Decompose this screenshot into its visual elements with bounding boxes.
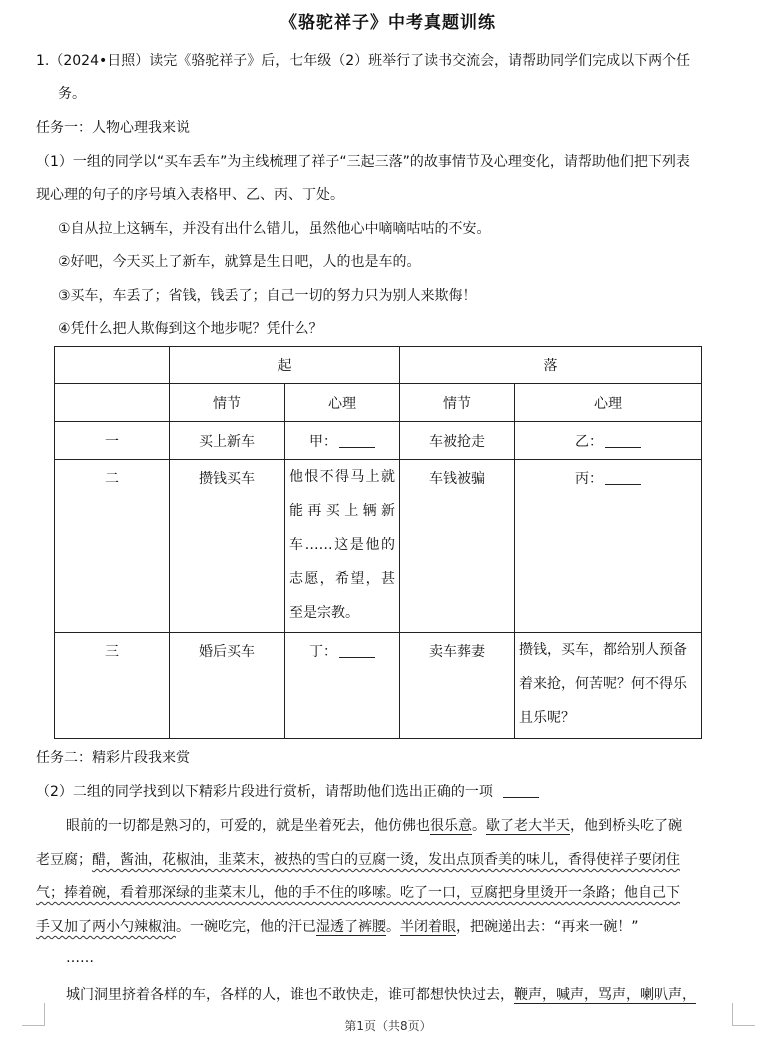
option-3: ③买车，车丢了；省钱，钱丢了；自己一切的努力只为别人来欺侮！ (58, 288, 477, 304)
rise-mind-cell: 他恨不得马上就能再买上辆新车……这是他的志愿，希望，甚至是宗教。 (285, 460, 400, 633)
table-row (55, 460, 702, 633)
document-title: 《骆驼祥子》中考真题训练 (280, 13, 496, 33)
plot-mind-table (54, 346, 702, 739)
rise-plot-cell: 攒钱买车 (170, 460, 285, 633)
subheader-mind-fall: 心理 (515, 384, 702, 422)
rise-plot-cell: 买上新车 (170, 422, 285, 460)
task-2-heading: 任务二：精彩片段我来赏 (36, 750, 190, 766)
question-1-line-2: 务。 (58, 86, 86, 102)
header-rise: 起 (170, 347, 400, 384)
option-2: ②好吧，今天买上了新车，就算是生日吧，人的也是车的。 (58, 254, 421, 270)
passage-line-1: 眼前的一切都是熟习的，可爱的，就是坐着死去，他仿佛也很乐意。歇了老大半天，他到桥头吃了碗 (66, 818, 682, 834)
task-2-instruction: （2）二组的同学找到以下精彩片段进行赏析，请帮助他们选出正确的一项 (36, 781, 539, 801)
question-1-line-1: 1.（2024•日照）读完《骆驼祥子》后，七年级（2）班举行了读书交流会，请帮助同学们完成以下两个任 (36, 53, 691, 69)
answer-cell-ding[interactable]: 丁： (285, 633, 400, 739)
table-blank-cell (55, 384, 170, 422)
subheader-mind-rise: 心理 (285, 384, 400, 422)
answer-blank (503, 783, 539, 798)
option-1: ①自从拉上这辆车，并没有出什么错儿，虽然他心中嘀嘀咕咕的不安。 (58, 221, 491, 237)
task-1-instruction-line-2: 现心理的句子的序号填入表格甲、乙、丙、丁处。 (36, 187, 344, 203)
fall-plot-cell: 卖车葬妻 (400, 633, 515, 739)
passage-line-4: 手又加了两小勺辣椒油。一碗吃完，他的汗已湿透了裤腰。半闭着眼，把碗递出去：“再来一碗！” (36, 919, 639, 935)
table-row (55, 422, 702, 460)
answer-cell-bing[interactable]: 丙： (515, 460, 702, 633)
task-1-instruction-line-1: （1）一组的同学以“买车丢车”为主线梳理了祥子“三起三落”的故事情节及心理变化，请帮助他们把下列表 (36, 154, 690, 170)
row-number: 一 (55, 422, 170, 460)
passage-ellipsis: …… (66, 950, 94, 966)
subheader-plot-fall: 情节 (400, 384, 515, 422)
answer-cell-jia[interactable]: 甲： (285, 422, 400, 460)
task-1-heading: 任务一：人物心理我来说 (36, 120, 190, 136)
passage-line-3: 气；捧着碗，看着那深绿的韭菜末儿，他的手不住的哆嗦。吃了一口，豆腐把身里烫开一条路；他自己下 (36, 885, 680, 901)
option-4: ④凭什么把人欺侮到这个地步呢？凭什么？ (58, 321, 323, 337)
page-footer: 第1页（共8页） (344, 1019, 432, 1033)
passage-line-2: 老豆腐；醋，酱油，花椒油，韭菜末，被热的雪白的豆腐一烫，发出点顶香美的味儿，香得使祥子要闭住 (36, 852, 680, 868)
answer-blank (339, 433, 375, 448)
subheader-plot-rise: 情节 (170, 384, 285, 422)
row-number: 三 (55, 633, 170, 739)
table-corner-cell (55, 347, 170, 384)
answer-blank (605, 470, 641, 485)
answer-blank (339, 643, 375, 658)
rise-plot-cell: 婚后买车 (170, 633, 285, 739)
row-number: 二 (55, 460, 170, 633)
fall-plot-cell: 车被抢走 (400, 422, 515, 460)
answer-blank (605, 433, 641, 448)
passage-line-5: 城门洞里挤着各样的车，各样的人，谁也不敢快走，谁可都想快快过去，鞭声，喊声，骂声，喇叭声， (66, 987, 696, 1003)
fall-plot-cell: 车钱被骗 (400, 460, 515, 633)
answer-cell-yi[interactable]: 乙： (515, 422, 702, 460)
header-fall: 落 (400, 347, 702, 384)
table-row (55, 633, 702, 739)
fall-mind-cell: 攒钱，买车，都给别人预备着来抢，何苦呢？何不得乐且乐呢？ (515, 633, 702, 739)
